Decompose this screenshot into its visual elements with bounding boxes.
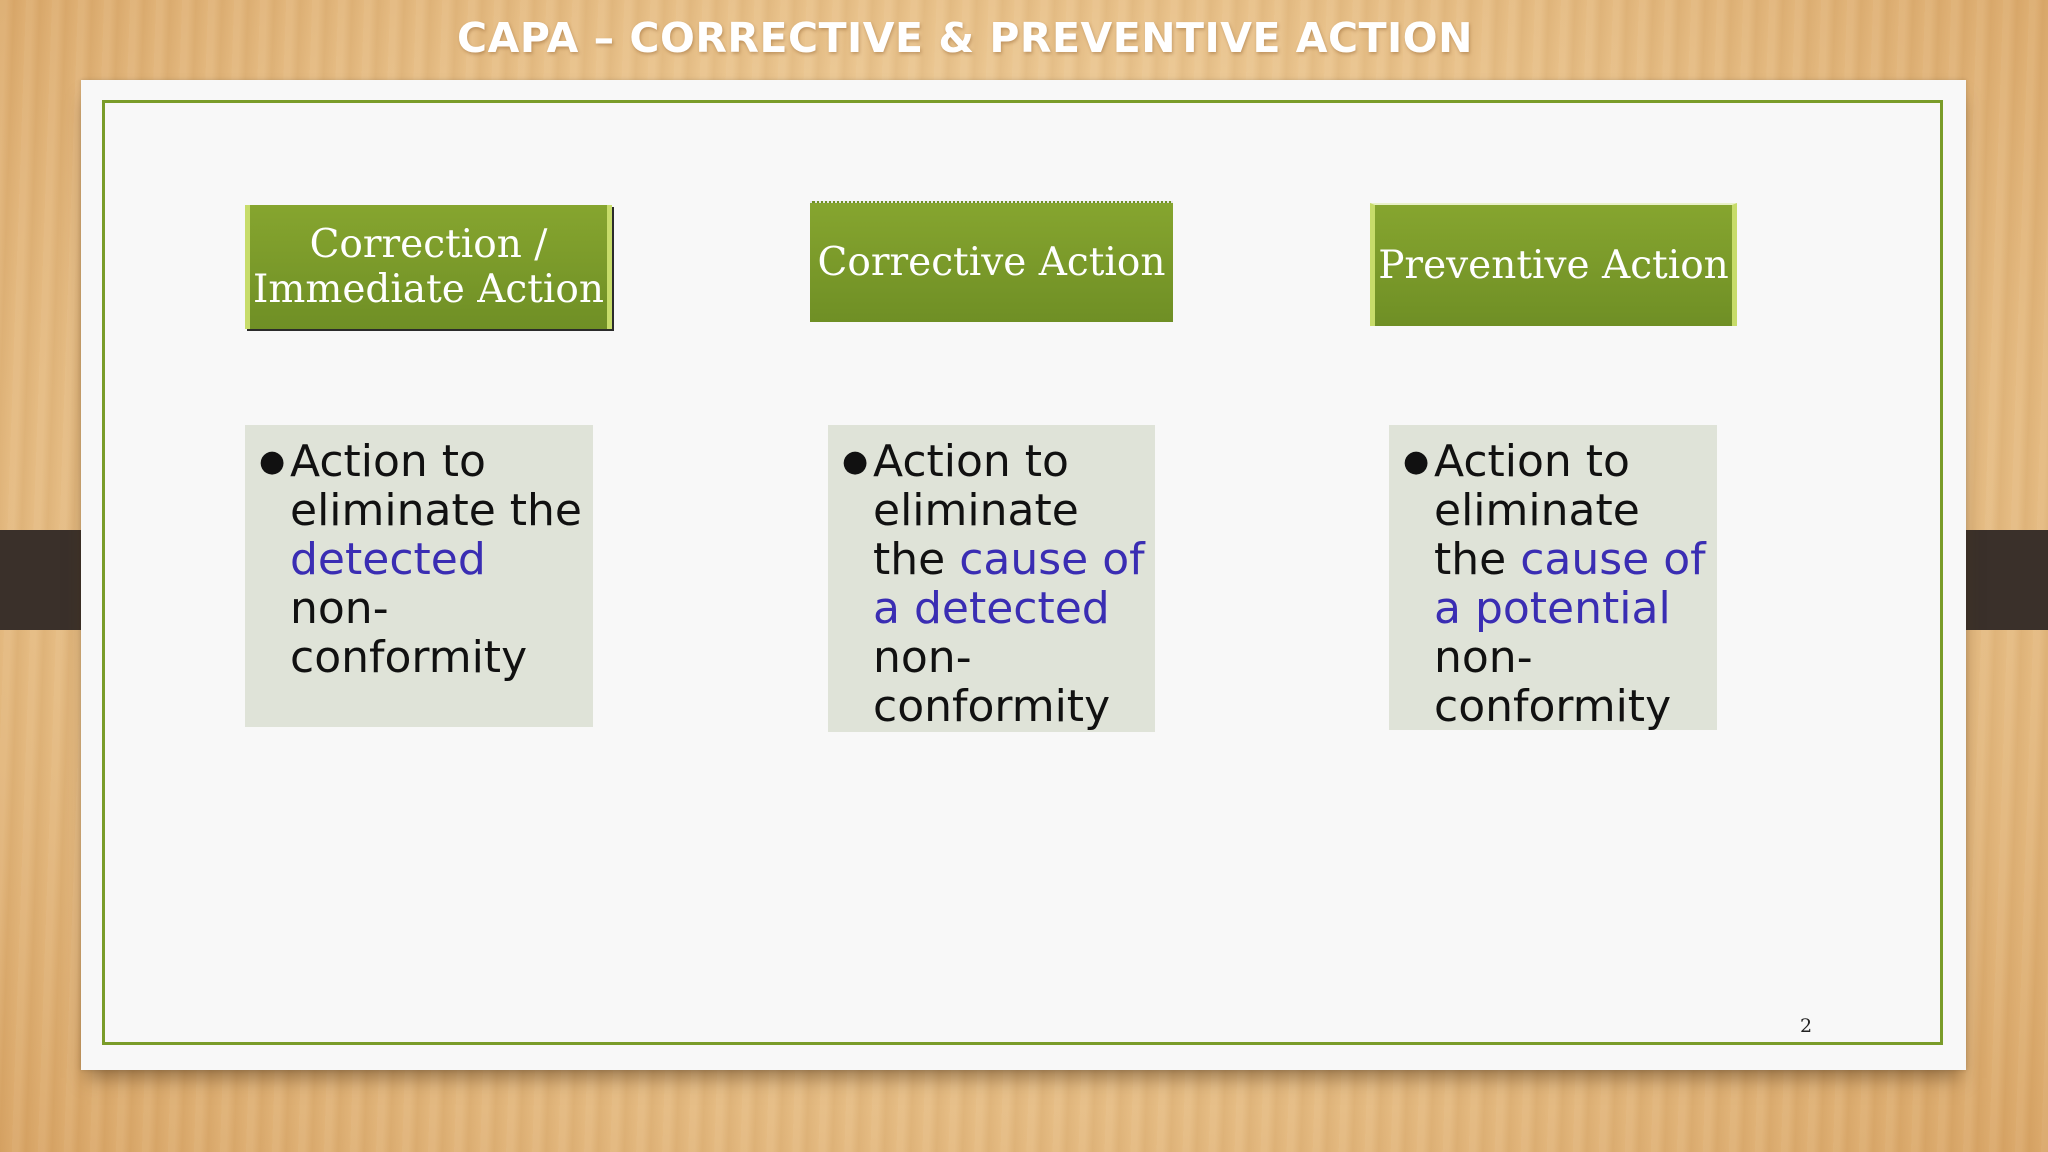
bullet-dot-icon: ● xyxy=(842,444,869,479)
correction-header-box xyxy=(245,205,612,329)
corrective-action-header: Corrective Action xyxy=(817,240,1166,285)
preventive-definition-highlight: cause of a potential xyxy=(1434,534,1706,634)
correction-definition-bullet xyxy=(259,437,583,682)
bullet-dot-icon: ● xyxy=(259,444,286,479)
correction-definition-text: Action to eliminate the detected non-conformity xyxy=(290,436,582,683)
corrective-action-header-box xyxy=(810,201,1173,322)
corrective-definition-text: Action to eliminate the cause of a detected non-conformity xyxy=(873,436,1145,732)
slide-title: CAPA – CORRECTIVE & PREVENTIVE ACTION xyxy=(457,14,1473,62)
correction-definition-highlight: detected xyxy=(290,534,486,585)
correction-header-line2: Immediate Action xyxy=(252,267,605,312)
bullet-dot-icon: ● xyxy=(1403,444,1430,479)
corrective-definition-box xyxy=(828,425,1155,732)
preventive-action-header: Preventive Action xyxy=(1378,243,1729,288)
preventive-definition-box xyxy=(1389,425,1717,730)
preventive-definition-bullet xyxy=(1403,437,1707,731)
page-number: 2 xyxy=(1800,1015,1813,1037)
preventive-definition-text: Action to eliminate the cause of a potential non-conformity xyxy=(1434,436,1706,732)
corrective-definition-highlight: cause of a detected xyxy=(873,534,1145,634)
preventive-action-header-box xyxy=(1370,203,1737,326)
corrective-definition-bullet xyxy=(842,437,1145,731)
correction-header-line1: Correction / xyxy=(309,222,548,267)
correction-definition-box xyxy=(245,425,593,727)
